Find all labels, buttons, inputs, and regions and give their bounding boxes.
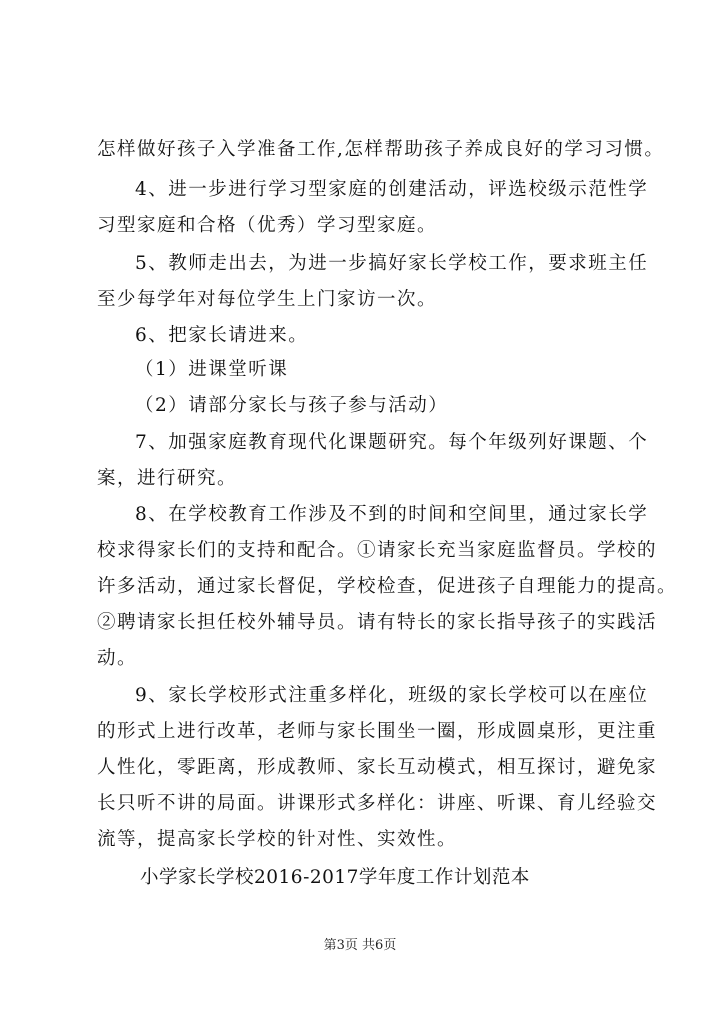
text-line-3: 习型家庭和合格（优秀）学习型家庭。 <box>97 215 438 236</box>
text-line-16: 9、家长学校形式注重多样化，班级的家长学校可以在座位 <box>135 685 649 706</box>
text-line-10: 案，进行研究。 <box>97 468 238 489</box>
text-line-9: 7、加强家庭教育现代化课题研究。每个年级列好课题、个 <box>135 432 649 453</box>
text-line-17: 的形式上进行改革，老师与家长围坐一圈，形成圆桌形，更注重 <box>97 721 658 742</box>
text-line-8: （2）请部分家长与孩子参与活动） <box>135 395 449 416</box>
text-line-1: 怎样做好孩子入学准备工作,怎样帮助孩子养成良好的学习习惯。 <box>97 139 665 160</box>
text-line-18: 人性化，零距离，形成教师、家长互动模式，相互探讨，避免家 <box>97 757 658 778</box>
text-line-15: 动。 <box>97 648 138 669</box>
text-line-14: ②聘请家长担任校外辅导员。请有特长的家长指导孩子的实践活 <box>97 612 658 633</box>
page-footer: 第3页 共6页 <box>323 938 397 953</box>
text-line-11: 8、在学校教育工作涉及不到的时间和空间里，通过家长学 <box>135 504 649 525</box>
text-line-12: 校求得家长们的支持和配合。①请家长充当家庭监督员。学校的 <box>97 540 658 561</box>
text-line-2: 4、进一步进行学习型家庭的创建活动，评选校级示范性学 <box>135 179 649 200</box>
text-line-6: 6、把家长请进来。 <box>135 325 309 346</box>
section-title: 小学家长学校2016-2017学年度工作计划范本 <box>140 867 530 888</box>
text-line-4: 5、教师走出去，为进一步搞好家长学校工作，要求班主任 <box>135 253 649 274</box>
text-line-13: 许多活动，通过家长督促，学校检查，促进孩子自理能力的提高。 <box>97 576 678 597</box>
text-line-19: 长只听不讲的局面。讲课形式多样化：讲座、听课、育儿经验交 <box>97 793 658 814</box>
text-line-7: （1）进课堂听课 <box>135 359 289 380</box>
text-line-5: 至少每学年对每位学生上门家访一次。 <box>97 289 438 310</box>
text-line-20: 流等，提高家长学校的针对性、实效性。 <box>97 829 458 850</box>
